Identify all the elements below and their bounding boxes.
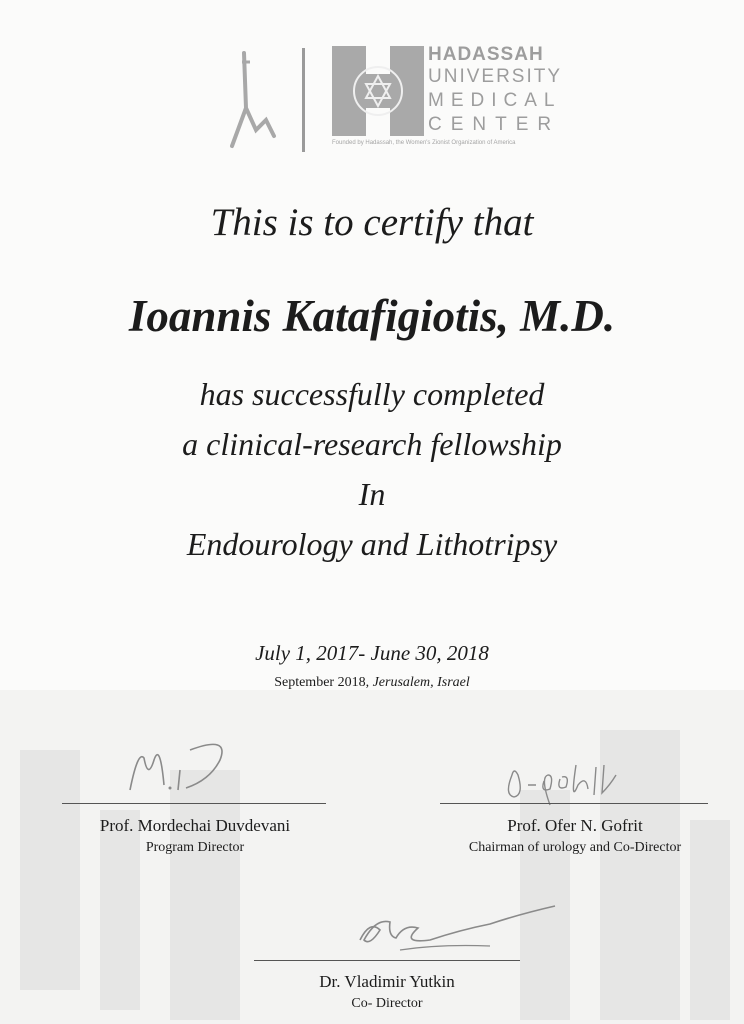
signatory-role-3: Co- Director <box>351 996 423 1011</box>
signature-gofrit <box>500 745 630 815</box>
issue-month: September 2018, <box>274 675 370 690</box>
header-divider <box>302 48 305 152</box>
org-name-line3: MEDICAL <box>428 90 562 111</box>
fellowship-line: a clinical-research fellowship <box>182 426 562 462</box>
issue-date-place <box>0 675 744 691</box>
signatory-role-2: Chairman of urology and Co-Director <box>468 840 682 855</box>
signature-line-1 <box>62 803 326 804</box>
signatory-name-1: Prof. Mordechai Duvdevani <box>99 816 291 835</box>
specialty-line: Endourology and Lithotripsy <box>186 526 558 562</box>
completion-line: has successfully completed <box>199 376 545 412</box>
signature-line-3 <box>254 960 520 961</box>
in-line: In <box>358 476 386 512</box>
issue-place: Jerusalem, Israel <box>372 675 470 690</box>
recipient-name: Ioannis Katafigiotis, M.D. <box>128 291 616 341</box>
hebrew-university-mark-icon <box>222 48 292 153</box>
signatory-name-3: Dr. Vladimir Yutkin <box>319 972 455 991</box>
signature-duvdevani <box>120 730 250 805</box>
org-name-line1: HADASSAH <box>428 44 544 65</box>
fellowship-dates: July 1, 2017- June 30, 2018 <box>255 641 489 665</box>
certify-intro: This is to certify that <box>210 201 534 244</box>
signature-yutkin <box>340 900 570 962</box>
org-name-line2: UNIVERSITY <box>428 66 563 87</box>
signatory-role-1: Program Director <box>145 840 245 855</box>
founded-note: Founded by Hadassah, the Women's Zionist Organization of America <box>332 140 516 146</box>
signature-line-2 <box>440 803 708 804</box>
org-name-line4: CENTER <box>428 114 561 135</box>
hadassah-seal-icon <box>332 46 424 136</box>
signatory-name-2: Prof. Ofer N. Gofrit <box>507 816 643 835</box>
